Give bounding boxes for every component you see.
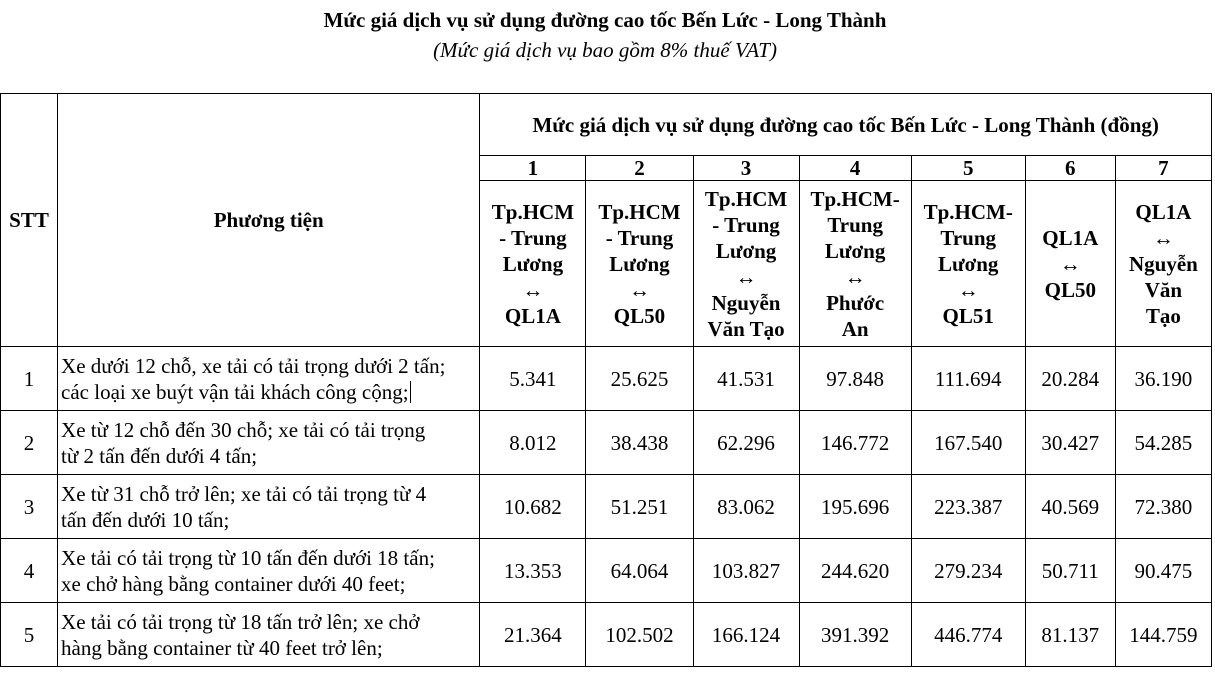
route-number: 5	[911, 156, 1025, 181]
route-number: 1	[480, 156, 586, 181]
route-header	[480, 181, 586, 347]
vehicle-cell	[58, 411, 480, 475]
route-line: Nguyễn	[711, 290, 781, 315]
row-stt: 4	[1, 539, 58, 603]
route-line: An	[841, 316, 869, 341]
route-line: Tp.HCM	[704, 186, 788, 211]
price-cell: 90.475	[1115, 539, 1211, 603]
price-cell: 50.711	[1025, 539, 1115, 603]
price-cell: 83.062	[693, 475, 799, 539]
route-header	[799, 181, 911, 347]
route-line: - Trung	[499, 225, 567, 250]
route-line: Trung	[827, 212, 883, 237]
price-cell: 41.531	[693, 347, 799, 411]
route-line: - Trung	[712, 212, 780, 237]
route-number: 4	[799, 156, 911, 181]
price-cell: 102.502	[586, 603, 693, 667]
route-line: QL1A	[504, 303, 561, 328]
vehicle-line: hàng bằng container từ 40 feet trở lên;	[61, 635, 383, 660]
price-cell: 62.296	[693, 411, 799, 475]
vehicle-cell	[58, 603, 480, 667]
route-line: - Trung	[605, 225, 674, 250]
price-cell: 72.380	[1115, 475, 1211, 539]
price-cell: 10.682	[480, 475, 586, 539]
table-row	[1, 347, 1212, 411]
route-line: Lương	[715, 238, 777, 263]
price-cell: 167.540	[911, 411, 1025, 475]
price-cell: 391.392	[799, 603, 911, 667]
price-cell: 195.696	[799, 475, 911, 539]
price-cell: 51.251	[586, 475, 693, 539]
bidirectional-arrow-icon: ↔	[844, 264, 866, 289]
route-line: QL50	[1044, 277, 1096, 302]
table-row	[1, 539, 1212, 603]
route-line: QL1A	[1042, 225, 1099, 250]
bidirectional-arrow-icon: ↔	[1152, 225, 1174, 250]
route-line: Tạo	[1145, 303, 1181, 328]
row-stt: 1	[1, 347, 58, 411]
vehicle-cell	[58, 475, 480, 539]
price-cell: 81.137	[1025, 603, 1115, 667]
price-cell: 36.190	[1115, 347, 1211, 411]
route-line: Nguyễn	[1128, 251, 1198, 276]
price-cell: 279.234	[911, 539, 1025, 603]
vehicle-line: xe chở hàng bằng container dưới 40 feet;	[61, 571, 406, 596]
route-number: 2	[586, 156, 693, 181]
page-subtitle: (Mức giá dịch vụ bao gồm 8% thuế VAT)	[433, 38, 777, 62]
price-cell: 223.387	[911, 475, 1025, 539]
table-row	[1, 411, 1212, 475]
price-cell: 111.694	[911, 347, 1025, 411]
price-cell: 446.774	[911, 603, 1025, 667]
row-stt: 5	[1, 603, 58, 667]
route-header	[911, 181, 1025, 347]
price-cell: 103.827	[693, 539, 799, 603]
vehicle-header: Phương tiện	[58, 94, 480, 347]
route-line: Lương	[609, 251, 670, 276]
vehicle-cell	[58, 347, 480, 411]
route-line: Văn	[1144, 277, 1183, 302]
price-cell: 13.353	[480, 539, 586, 603]
price-cell: 5.341	[480, 347, 586, 411]
bidirectional-arrow-icon: ↔	[522, 277, 544, 302]
route-number: 6	[1025, 156, 1115, 181]
vehicle-line: từ 2 tấn đến dưới 4 tấn;	[61, 443, 258, 468]
price-cell: 38.438	[586, 411, 693, 475]
route-line: Tp.HCM	[598, 199, 681, 224]
route-line: Tp.HCM-	[923, 199, 1013, 224]
table-row	[1, 603, 1212, 667]
price-cell: 21.364	[480, 603, 586, 667]
route-line: Lương	[938, 251, 999, 276]
vehicle-line: Xe tải có tải trọng từ 10 tấn đến dưới 18 tấn;	[61, 545, 435, 570]
price-cell: 97.848	[799, 347, 911, 411]
route-line: QL50	[613, 303, 666, 328]
bidirectional-arrow-icon: ↔	[1059, 251, 1081, 276]
route-line: QL1A	[1135, 199, 1192, 224]
price-cell: 244.620	[799, 539, 911, 603]
bidirectional-arrow-icon: ↔	[735, 264, 757, 289]
bidirectional-arrow-icon: ↔	[957, 277, 979, 302]
route-header	[1115, 181, 1211, 347]
route-line: Tp.HCM	[491, 199, 575, 224]
route-header	[693, 181, 799, 347]
price-group-header: Mức giá dịch vụ sử dụng đường cao tốc Bến Lức - Long Thành (đồng)	[480, 94, 1212, 156]
vehicle-line: Xe dưới 12 chỗ, xe tải có tải trọng dưới 2 tấn;	[61, 353, 446, 378]
route-line: Lương	[824, 238, 886, 263]
text-cursor	[410, 381, 411, 403]
price-cell: 8.012	[480, 411, 586, 475]
route-line: QL51	[942, 303, 994, 328]
vehicle-line: Xe từ 12 chỗ đến 30 chỗ; xe tải có tải trọng	[61, 417, 426, 442]
price-cell: 166.124	[693, 603, 799, 667]
route-line: Tp.HCM-	[810, 186, 900, 211]
row-stt: 2	[1, 411, 58, 475]
route-line: Phước	[826, 290, 885, 315]
table-row	[1, 475, 1212, 539]
row-stt: 3	[1, 475, 58, 539]
bidirectional-arrow-icon: ↔	[628, 277, 650, 302]
route-number: 3	[693, 156, 799, 181]
route-line: Văn Tạo	[707, 316, 785, 341]
route-header	[586, 181, 693, 347]
price-cell: 146.772	[799, 411, 911, 475]
fee-table	[0, 93, 1212, 667]
vehicle-line: Xe từ 31 chỗ trở lên; xe tải có tải trọng từ 4	[61, 481, 427, 506]
price-cell: 54.285	[1115, 411, 1211, 475]
route-header	[1025, 181, 1115, 347]
vehicle-line: tấn đến dưới 10 tấn;	[61, 507, 230, 532]
vehicle-line: các loại xe buýt vận tải khách công cộng;	[61, 379, 409, 404]
price-cell: 20.284	[1025, 347, 1115, 411]
route-number: 7	[1115, 156, 1211, 181]
route-line: Trung	[940, 225, 997, 250]
vehicle-line-with-cursor	[61, 379, 476, 405]
price-cell: 30.427	[1025, 411, 1115, 475]
price-cell: 64.064	[586, 539, 693, 603]
route-line: Lương	[502, 251, 564, 276]
vehicle-cell	[58, 539, 480, 603]
price-cell: 40.569	[1025, 475, 1115, 539]
page-title: Mức giá dịch vụ sử dụng đường cao tốc Bến Lức - Long Thành	[323, 8, 887, 32]
price-cell: 25.625	[586, 347, 693, 411]
vehicle-line: Xe tải có tải trọng từ 18 tấn trở lên; xe chở	[61, 609, 420, 634]
stt-header: STT	[1, 94, 58, 347]
price-cell: 144.759	[1115, 603, 1211, 667]
